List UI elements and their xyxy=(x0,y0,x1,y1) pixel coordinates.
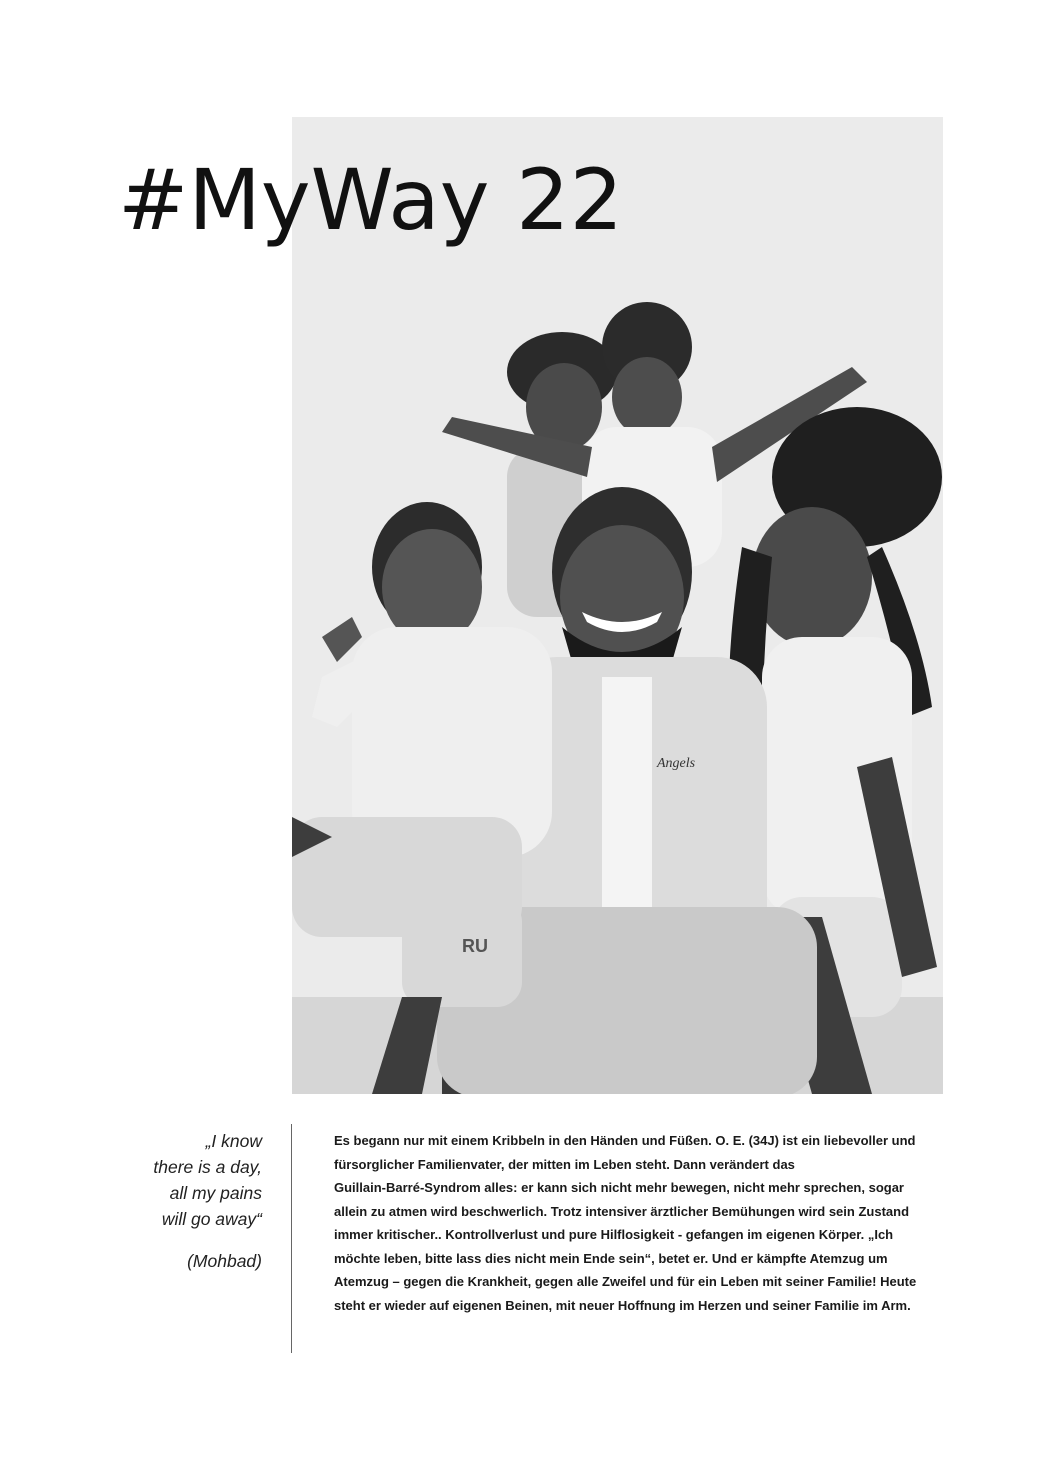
quote-line: „I know xyxy=(205,1131,262,1151)
page-title: #MyWay 22 xyxy=(118,151,624,249)
quote-line: there is a day, xyxy=(153,1157,262,1177)
divider xyxy=(291,1124,292,1353)
body-line: möchte leben, bitte lass dies nicht mein Ende sein“, betet er. Und er kämpfte Atemzug um xyxy=(334,1250,888,1266)
body-line: steht er wieder auf eigenen Beinen, mit neuer Hoffnung im Herzen und seiner Familie im Arm. xyxy=(334,1297,911,1313)
shorts-print: RU xyxy=(462,936,488,956)
body-line: immer kritischer.. Kontrollverlust und pure Hilflosigkeit - gefangen im eigenen Körper. „Ich xyxy=(334,1227,894,1242)
quote-author: (Mohbad) xyxy=(187,1251,262,1271)
quote-line: all my pains xyxy=(169,1183,262,1203)
body-line: Es begann nur mit einem Kribbeln in den Händen und Füßen. O. E. (34J) ist ein liebevoller und xyxy=(334,1133,916,1148)
family-photo xyxy=(292,117,943,1094)
body-line: Atemzug – gegen die Krankheit, gegen alle Zweifel und für ein Leben mit seiner Familie! Heute xyxy=(334,1274,917,1289)
quote xyxy=(60,1128,262,1274)
body-text xyxy=(334,1129,940,1317)
body-line: allein zu atmen wird beschwerlich. Trotz intensiver ärztlicher Bemühungen wird sein Zustand xyxy=(334,1203,910,1219)
jacket-print: Angels xyxy=(657,756,696,771)
family-photo-illustration xyxy=(292,117,943,1094)
body-line: fürsorglicher Familienvater, der mitten im Leben steht. Dann verändert das xyxy=(334,1156,795,1172)
quote-line: will go away“ xyxy=(161,1209,262,1229)
body-line: Guillain-Barré-Syndrom alles: er kann sich nicht mehr bewegen, nicht mehr sprechen, sogar xyxy=(334,1180,904,1195)
